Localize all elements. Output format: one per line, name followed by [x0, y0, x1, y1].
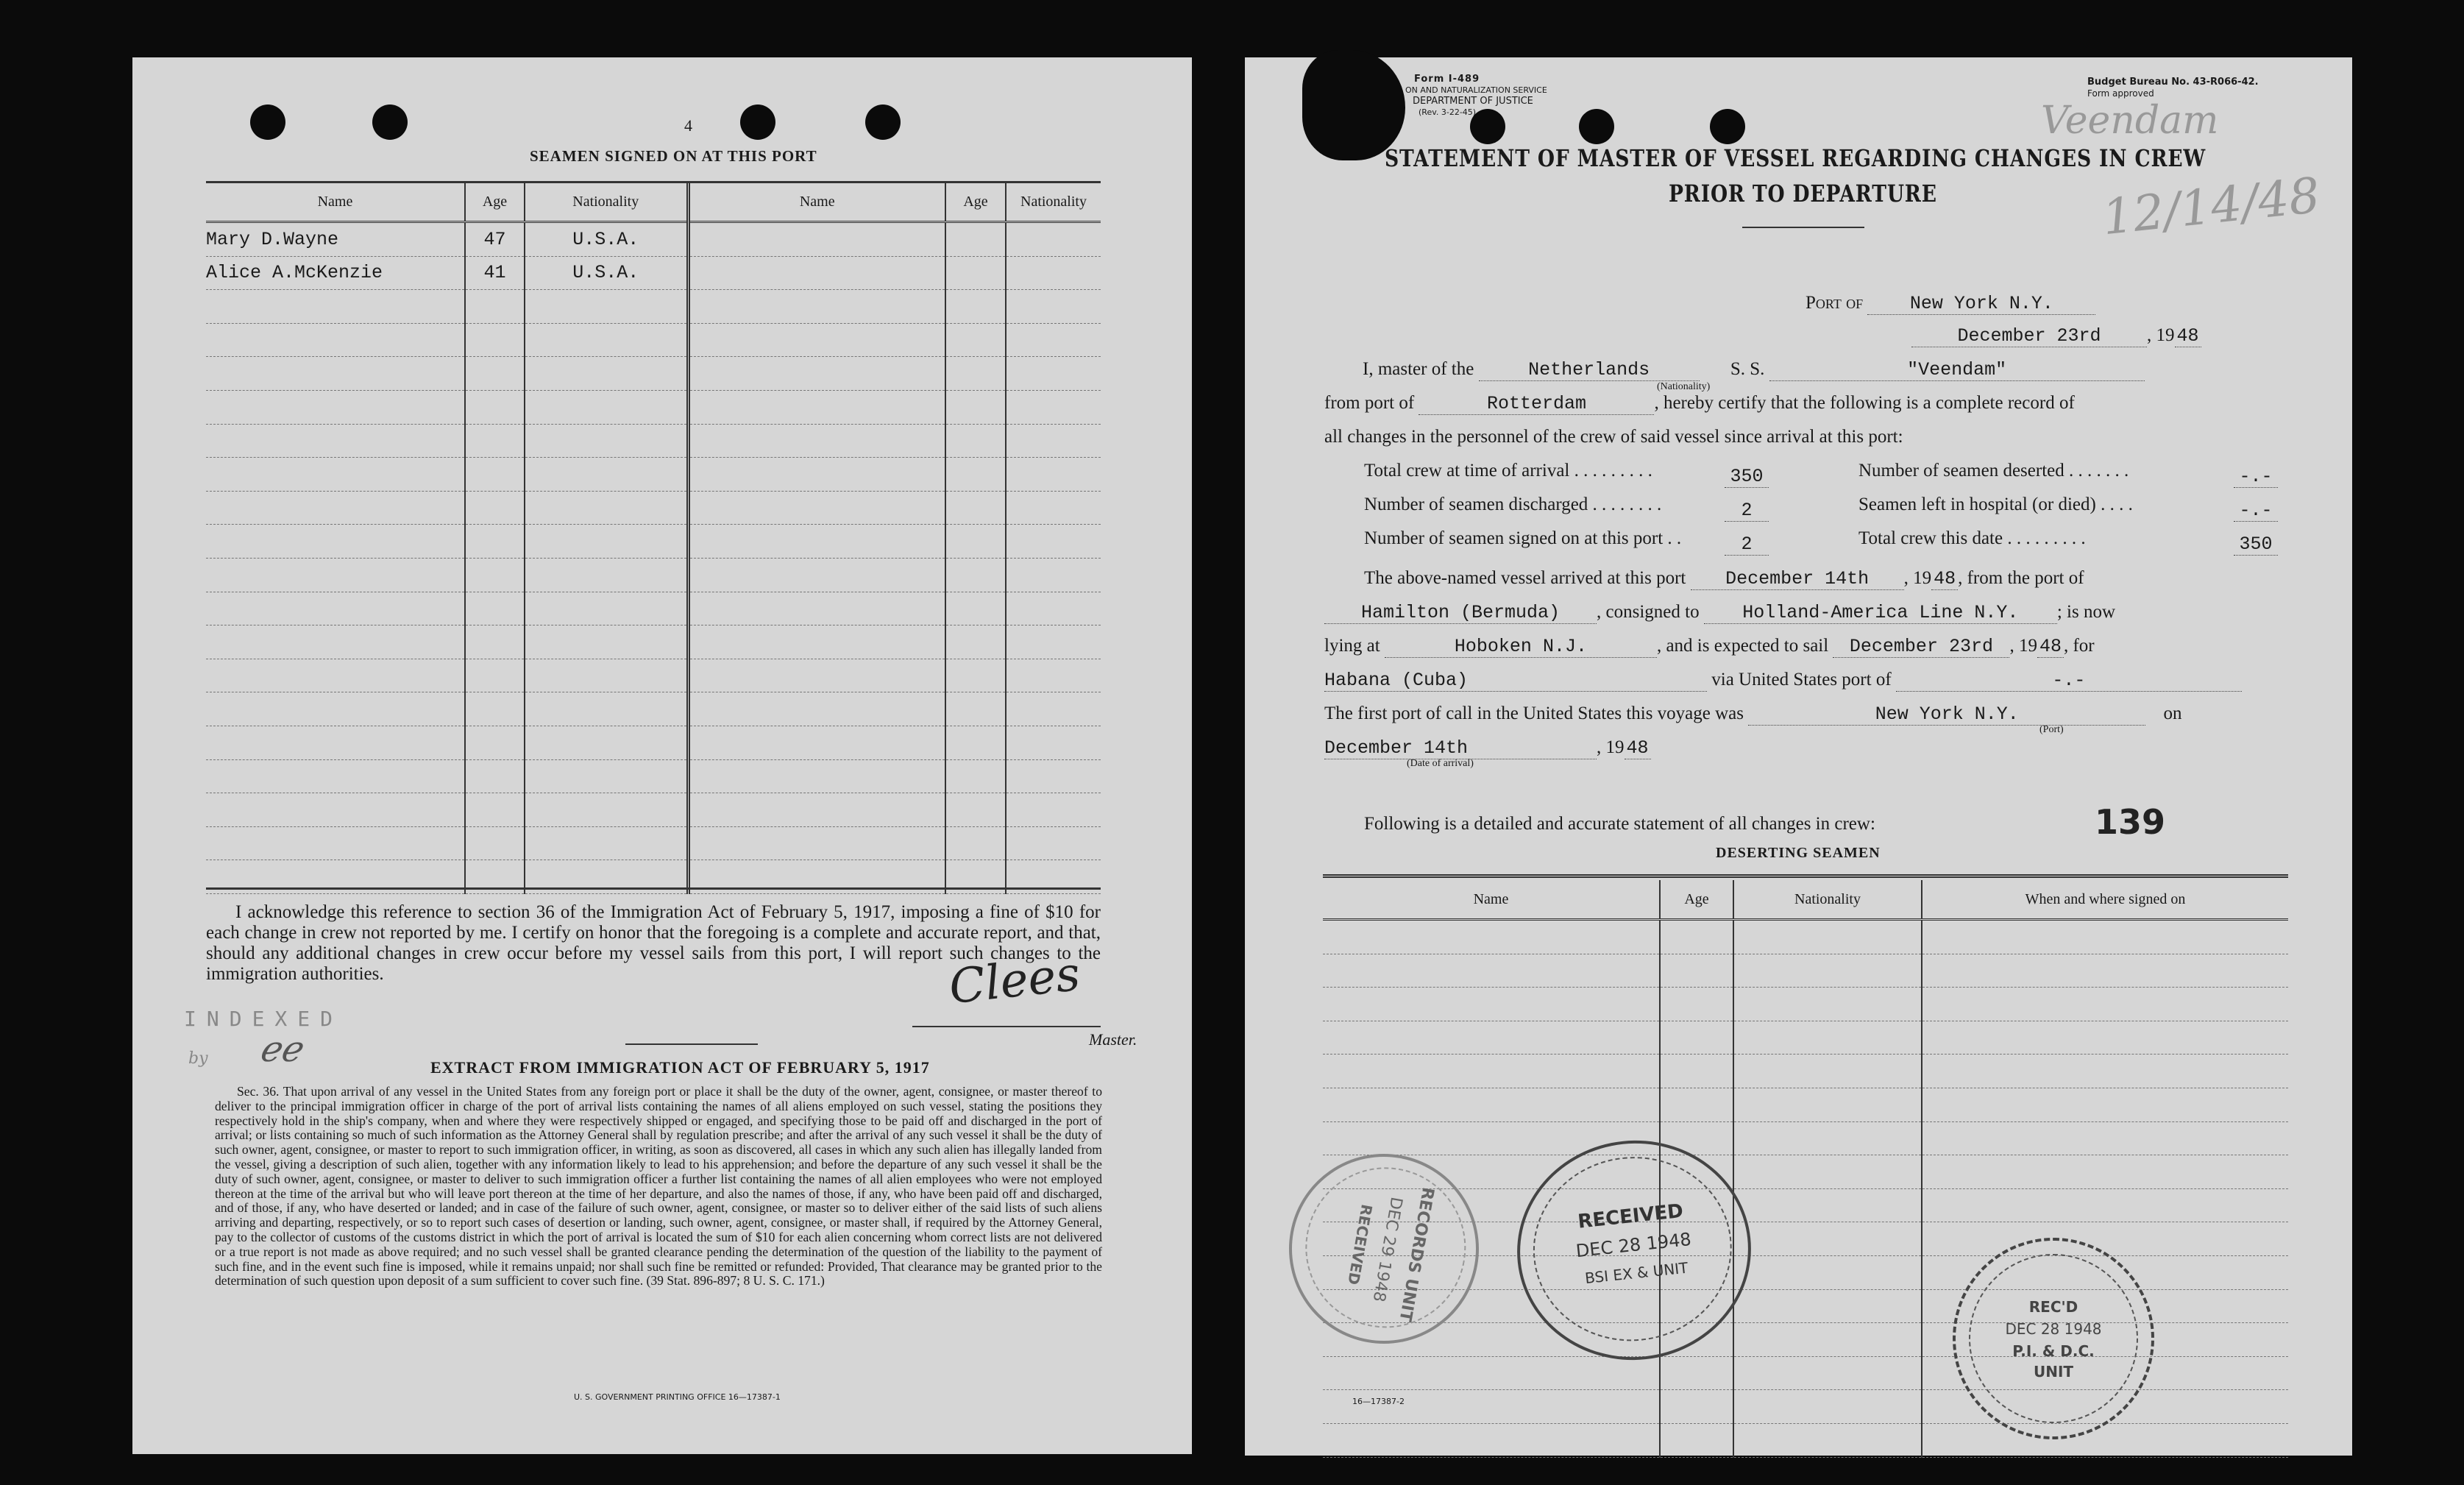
seaman-age: 41 [465, 256, 525, 290]
printing-office: U. S. GOVERNMENT PRINTING OFFICE 16—17387-1 [574, 1392, 781, 1402]
date-year: 48 [2175, 325, 2201, 347]
via-port: -.- [1896, 670, 2242, 692]
table-row [206, 290, 1101, 324]
left-page [132, 57, 1192, 1454]
port-value: New York N.Y. [1867, 293, 2095, 315]
table-row [206, 357, 1101, 391]
table-row [206, 592, 1101, 625]
agency-line2: DEPARTMENT OF JUSTICE [1413, 96, 1533, 107]
divider [1742, 227, 1864, 228]
consignee: Holland-America Line N.Y. [1704, 602, 2057, 624]
first-port-year: 48 [1625, 737, 1651, 759]
table-row [206, 256, 1101, 290]
table-row [206, 424, 1101, 458]
table-row [1323, 1121, 2288, 1155]
table-header [1323, 880, 2288, 920]
nationality-value: Netherlands [1479, 359, 1700, 381]
seaman-name: Alice A.McKenzie [206, 256, 465, 290]
crew-stat-row: Total crew this date . . . . . . . . . 350 [1858, 528, 2278, 556]
signed-on-table [206, 182, 1101, 894]
table-row [1323, 1088, 2288, 1121]
table-row [206, 759, 1101, 793]
handwritten-date: 12/14/48 [2099, 166, 2323, 247]
table-row [206, 390, 1101, 424]
col-nationality: Nationality [1006, 182, 1101, 222]
col-signed-on: When and where signed on [1922, 880, 2288, 920]
extract-text: Sec. 36. That upon arrival of any vessel in the United States from any foreign port or place it shall be the duty of the owner, agent, consignee, or master thereof to deliver to the principal immigration officer in charge of the port of arrival lists containing the names of all aliens employed on such vessel, stating the positions they respectively hold in the ship's company, when and where they were respectively shipped or engaged, and specifying those to be paid off and discharged in the port of arrival; or lists containing so much of such information as the Attorney General shall by regulation prescribe; and after the arrival of any such vessel it shall be the duty of such owner, agent, consignee, or master to report to such immigration officer, in writing, as soon as discovered, all cases in which any such alien has illegally landed from the vessel, giving a description of such alien, together with any information likely to lead to his apprehension; and before the departure of any such vessel it shall be the duty of such owner, agent, consignee, or master to deliver to such immigration officer a further list containing the names of all alien employees who were not employed thereon at the time of the arrival but who will leave port thereon at the time of her departure, and also the names of those, if any, who have been paid off and discharged, and of those, if any, who have deserted or landed; and in case of the failure of such owner, agent, consignee, or master so to deliver either of the said lists of such aliens arriving and departing, respectively, or so to report such cases of desertion or landing, such owner, agent, consignee, or master shall, if required by the Attorney General, pay to the collector of customs of the customs district in which the port of arrival is located the sum of $10 for each alien concerning whom correct lists are not delivered or a true report is not made as above required; and no such vessel shall be granted clearance pending the determination of the question of the liability to the payment of such fine, and in the event such fine is imposed, while it remains unpaid; nor shall such fine be remitted or refunded: Provided, That clearance may be granted prior to the determination of such question upon deposit of a sum sufficient to cover such fine. (39 Stat. 896-897; 8 U. S. C. 171.) [215, 1084, 1102, 1289]
table-row [1323, 1423, 2288, 1457]
table-row [1323, 1390, 2288, 1424]
col-name: Name [206, 182, 465, 222]
sail-date: December 23rd [1833, 636, 2009, 658]
nationality-caption: (Nationality) [1657, 381, 1711, 392]
port-label: Port of [1806, 293, 1864, 313]
port-row [1806, 293, 2095, 315]
table-row [1323, 1155, 2288, 1189]
table-header [206, 182, 1101, 222]
seaman-name: Mary D.Wayne [206, 222, 465, 257]
section-title: SEAMEN SIGNED ON AT THIS PORT [530, 147, 817, 165]
table-row [206, 525, 1101, 559]
total-crew-arrival: 350 [1725, 466, 1769, 488]
table-row [1323, 1021, 2288, 1055]
destination-row: Habana (Cuba) via United States port of -.- [1324, 670, 2242, 692]
arrival-date: December 14th [1691, 568, 1904, 590]
col-name: Name [1323, 880, 1660, 920]
extract-title: EXTRACT FROM IMMIGRATION ACT OF FEBRUARY 5, 1917 [430, 1058, 930, 1077]
punch-hole [1710, 109, 1745, 144]
consign-row: Hamilton (Bermuda) , consigned to Holland-America Line N.Y. ; is now [1324, 602, 2115, 624]
col-age: Age [945, 182, 1006, 222]
form-subtitle: PRIOR TO DEPARTURE [1669, 180, 1937, 208]
table-row [206, 323, 1101, 357]
all-changes-line: all changes in the personnel of the crew of said vessel since arrival at this port: [1324, 427, 1903, 447]
deserting-title: DESERTING SEAMEN [1716, 845, 1881, 861]
table-row [206, 625, 1101, 659]
col-nationality: Nationality [1733, 880, 1922, 920]
from-port-value: Rotterdam [1419, 393, 1654, 415]
seaman-nationality: U.S.A. [525, 222, 688, 257]
table-row [206, 491, 1101, 525]
crew-stat-row: Total crew at time of arrival . . . . . . . . . 350 [1364, 461, 1769, 488]
col-age: Age [1660, 880, 1733, 920]
port-caption: (Port) [2039, 724, 2064, 735]
punch-hole [250, 104, 285, 140]
table-row [206, 558, 1101, 592]
date-value: December 23rd [1911, 325, 2147, 347]
punch-hole [740, 104, 775, 140]
table-row [206, 659, 1101, 692]
pidc-unit-stamp: REC'D DEC 28 1948 P.I. & D.C. UNIT [1953, 1238, 2154, 1439]
seaman-nationality: U.S.A. [525, 256, 688, 290]
punch-hole [1579, 109, 1614, 144]
table-row [206, 726, 1101, 759]
first-port-date: December 14th [1324, 737, 1597, 759]
right-page [1245, 57, 2352, 1456]
seamen-hospital: -.- [2234, 500, 2278, 522]
signature-line [912, 1026, 1101, 1027]
master-of-row: I, master of the Netherlands S. S. "Veendam" [1363, 359, 2145, 381]
indexed-stamp: INDEXED [184, 1007, 344, 1031]
crew-stat-row: Number of seamen signed on at this port . . 2 [1364, 528, 1769, 556]
records-unit-stamp: RECORDS UNIT DEC 29 1948 RECEIVED [1274, 1139, 1494, 1359]
table-row [206, 793, 1101, 827]
first-port-value: New York N.Y. [1748, 703, 2145, 726]
acknowledgment-text: I acknowledge this reference to section 36 of the Immigration Act of February 5, 1917, imposing a fine of $10 for each change in crew not reported by me. I certify on honor that the foregoing is a complete and accurate report, and that, should any additional changes in crew occur before my vessel sails from this port, I will report such changes to the immigration authorities. [206, 902, 1101, 984]
printing-code: 16—17387-2 [1352, 1397, 1405, 1406]
punch-hole [372, 104, 408, 140]
handwritten-ship-name: Veendam [2041, 99, 2219, 143]
following-text: Following is a detailed and accurate statement of all changes in crew: [1364, 814, 1875, 834]
master-label: Master. [1089, 1030, 1137, 1049]
table-row [206, 458, 1101, 492]
lying-row: lying at Hoboken N.J. , and is expected to sail December 23rd , 19 48 , for [1324, 636, 2095, 657]
table-row [1323, 988, 2288, 1021]
crew-stat-row: Number of seamen deserted . . . . . . . -.- [1858, 461, 2278, 488]
form-revision: (Rev. 3-22-45) [1419, 107, 1477, 117]
form-approved: Form approved [2087, 88, 2154, 99]
arrival-row: The above-named vessel arrived at this port December 14th , 19 48 , from the port of [1364, 568, 2084, 589]
form-serial: 139 [2095, 802, 2166, 842]
date-row: December 23rd , 19 48 [1911, 325, 2201, 347]
form-title: STATEMENT OF MASTER OF VESSEL REGARDING CHANGES IN CREW [1385, 144, 2206, 172]
first-port-row: The first port of call in the United States this voyage was New York N.Y. on [1324, 703, 2182, 725]
table-row [206, 826, 1101, 860]
punch-hole [865, 104, 901, 140]
page-number: 4 [684, 116, 692, 135]
date-arrival-caption: (Date of arrival) [1407, 758, 1474, 769]
indexed-initials: ℯℯ [259, 1029, 301, 1070]
destination: Habana (Cuba) [1324, 670, 1707, 692]
table-bottom-rule [206, 887, 1101, 890]
origin-port: Hamilton (Bermuda) [1324, 602, 1597, 624]
sail-year: 48 [2037, 636, 2064, 658]
col-name: Name [688, 182, 945, 222]
master-signature: Clees [946, 946, 1083, 1016]
divider [625, 1043, 758, 1045]
table-top-rule [1323, 874, 2288, 878]
seamen-deserted: -.- [2234, 466, 2278, 488]
seaman-age: 47 [465, 222, 525, 257]
first-date-row: December 14th , 19 48 [1324, 737, 1651, 759]
indexed-by-label: by [188, 1049, 208, 1068]
crew-stat-row: Number of seamen discharged . . . . . . . . 2 [1364, 495, 1769, 522]
seamen-discharged: 2 [1725, 500, 1769, 522]
lying-at-value: Hoboken N.J. [1385, 636, 1657, 658]
table-row [1323, 920, 2288, 954]
arrival-year: 48 [1931, 568, 1958, 590]
ship-name: "Veendam" [1769, 359, 2145, 381]
table-row [206, 692, 1101, 726]
col-age: Age [465, 182, 525, 222]
seamen-signed-on: 2 [1725, 534, 1769, 556]
agency-line1: ON AND NATURALIZATION SERVICE [1405, 85, 1547, 95]
table-row [1323, 1055, 2288, 1088]
table-row [1323, 954, 2288, 988]
from-port-row: from port of Rotterdam , hereby certify that the following is a complete record of [1324, 393, 2075, 414]
received-stamp: RECEIVED DEC 28 1948 BSI EX & UNIT [1506, 1129, 1761, 1372]
form-number: Form I-489 [1414, 74, 1480, 85]
col-nationality: Nationality [525, 182, 688, 222]
budget-bureau: Budget Bureau No. 43-R066-42. [2087, 77, 2259, 88]
total-crew-date: 350 [2234, 534, 2278, 556]
crew-stat-row: Seamen left in hospital (or died) . . . . -.- [1858, 495, 2278, 522]
table-row [206, 222, 1101, 257]
